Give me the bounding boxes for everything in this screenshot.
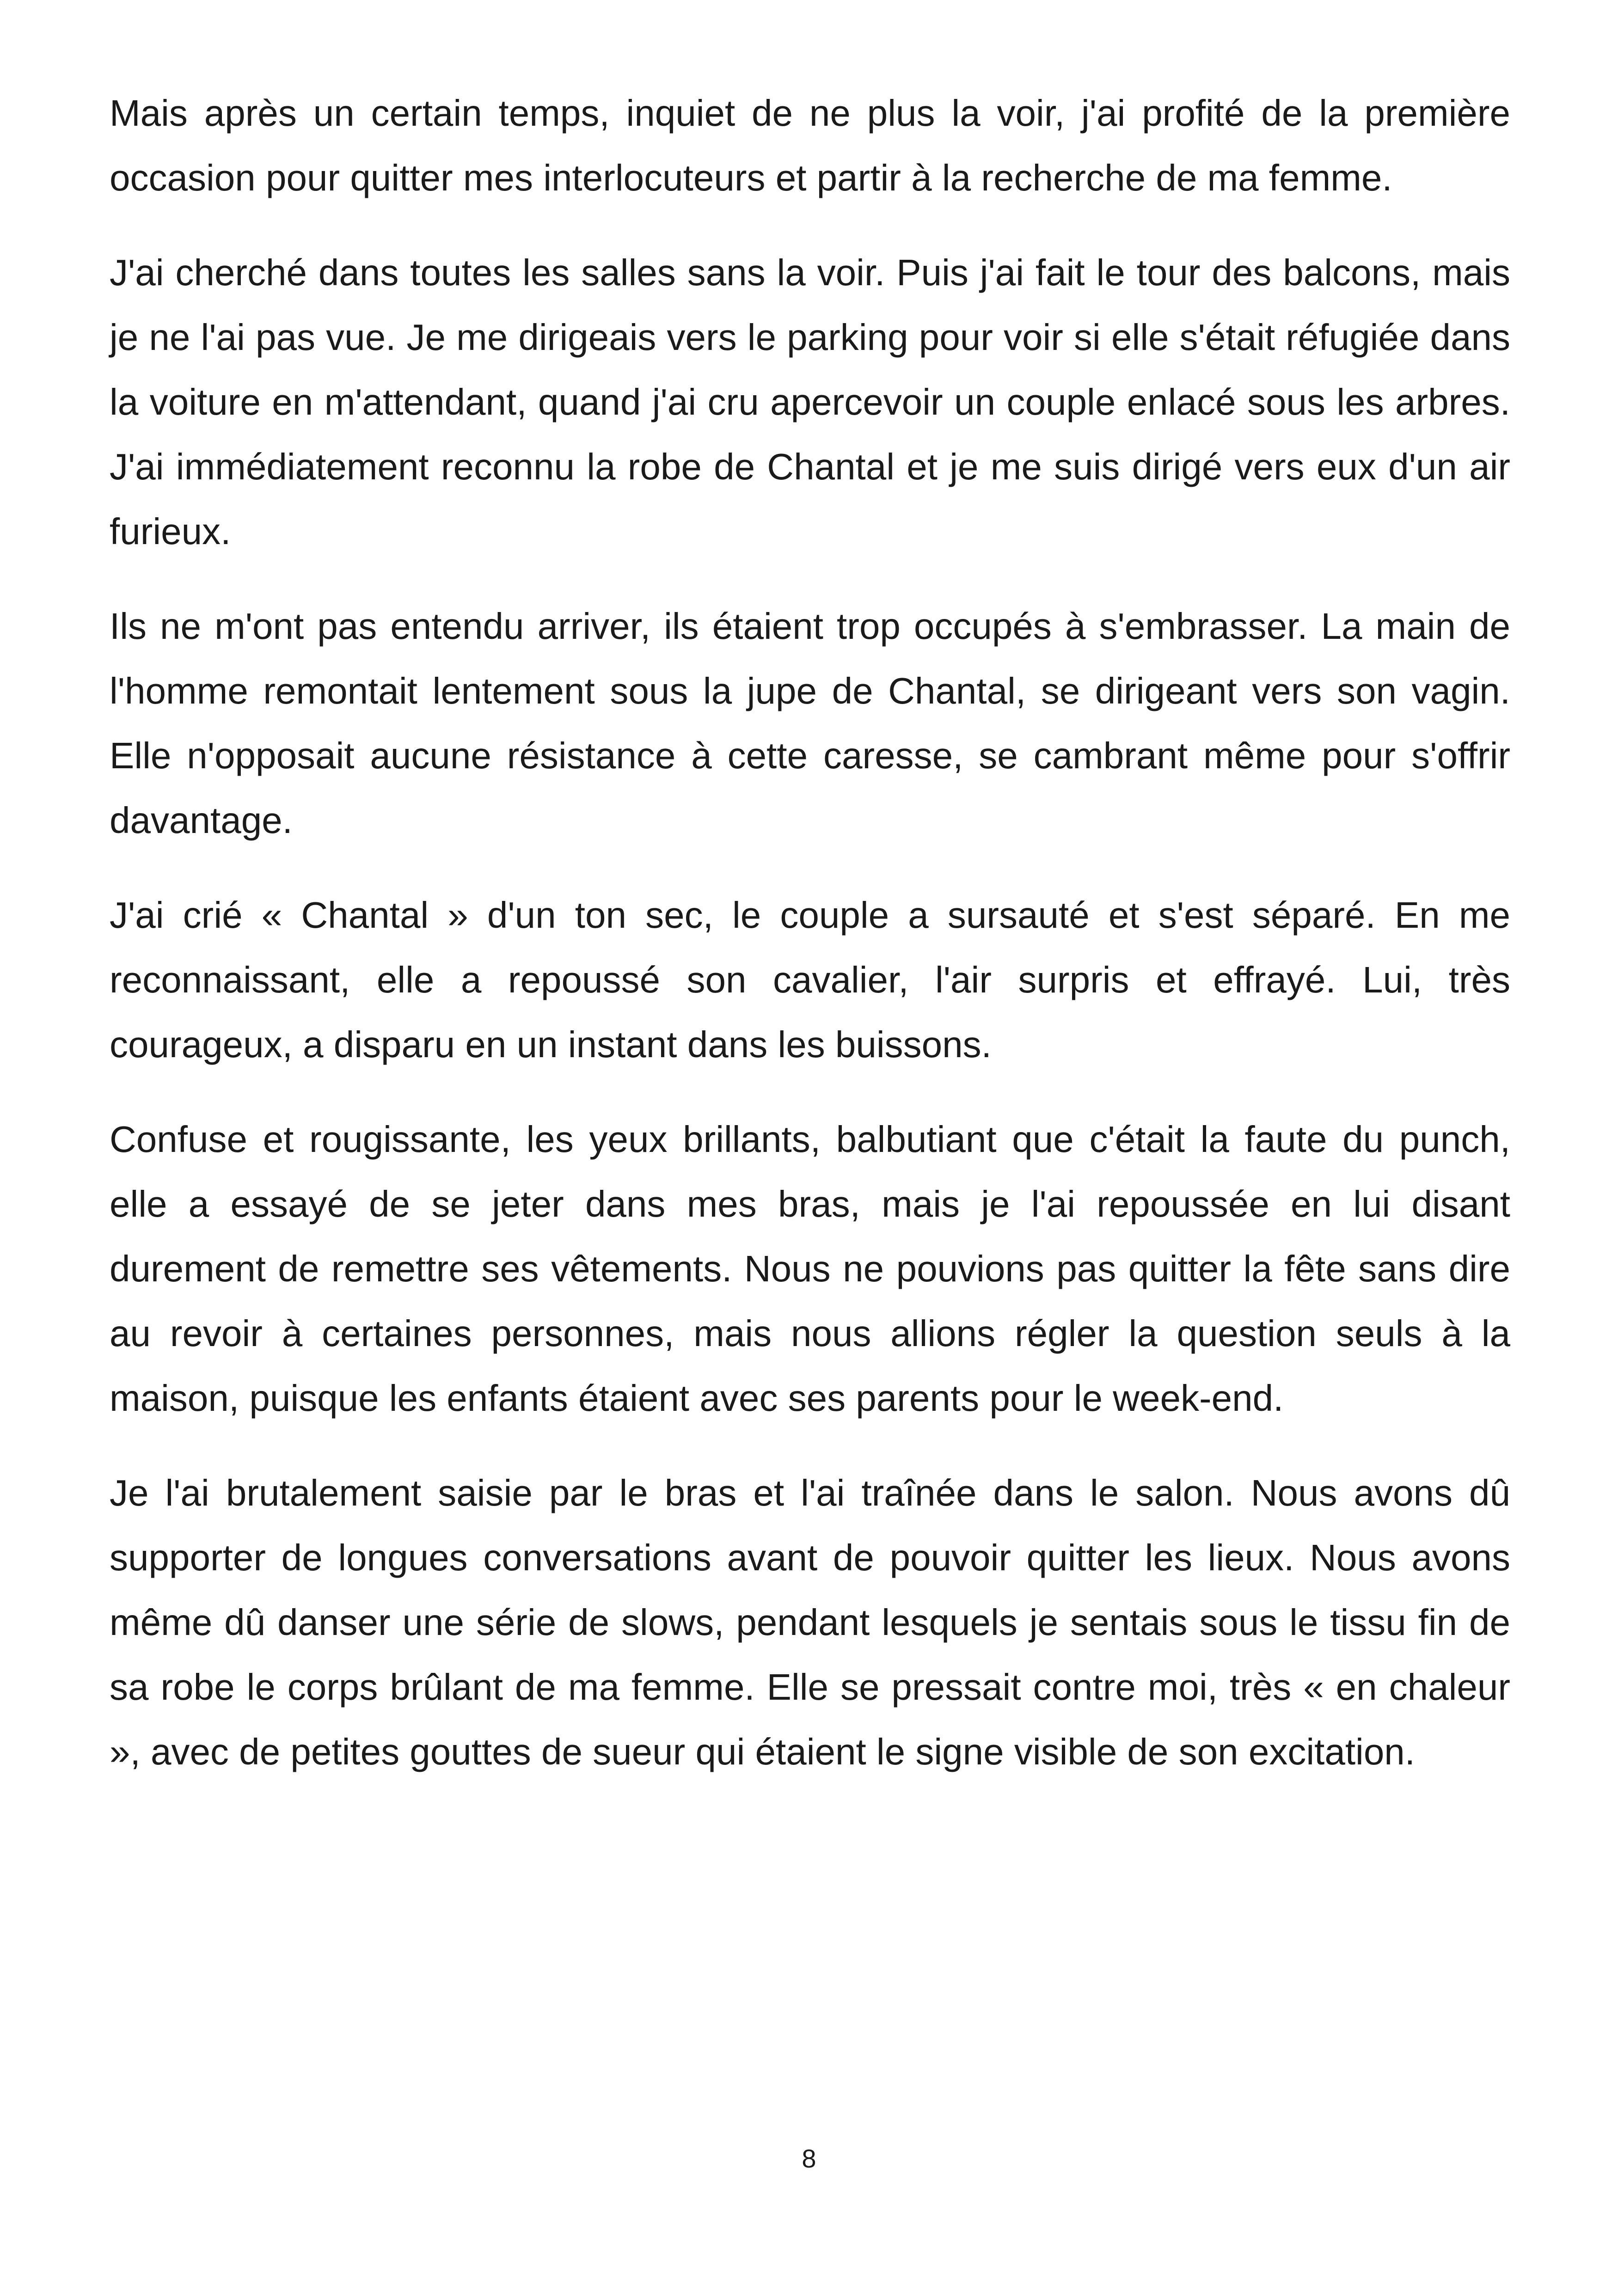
page-number: 8 — [802, 2144, 816, 2173]
paragraph-2: J'ai cherché dans toutes les salles sans la voir. Puis j'ai fait le tour des balcons, mais je ne l'ai pas vue. Je me dirigeais vers le parking pour voir si elle s'était réfugiée dans la voiture en m'attendant, quand j'ai cru apercevoir un couple enlacé sous les arbres. J'ai immédiatement reconnu la robe de Chantal et je me suis dirigé vers eux d'un air furieux. — [110, 252, 1510, 552]
paragraph-4: J'ai crié « Chantal » d'un ton sec, le couple a sursauté et s'est séparé. En me reconnaissant, elle a repoussé son cavalier, l'air surpris et effrayé. Lui, très courageux, a disparu en un instant dans les buissons. — [110, 894, 1510, 1065]
body-text — [110, 81, 1510, 1814]
paragraph-3: Ils ne m'ont pas entendu arriver, ils étaient trop occupés à s'embrasser. La main de l'homme remontait lentement sous la jupe de Chantal, se dirigeant vers son vagin. Elle n'opposait aucune résistance à cette caresse, se cambrant même pour s'offrir davantage. — [110, 606, 1510, 841]
paragraph-5: Confuse et rougissante, les yeux brillants, balbutiant que c'était la faute du punch, elle a essayé de se jeter dans mes bras, mais je l'ai repoussée en lui disant durement de remettre ses vêtements. Nous ne pouvions pas quitter la fête sans dire au revoir à certaines personnes, mais nous allions régler la question seuls à la maison, puisque les enfants étaient avec ses parents pour le week-end. — [110, 1119, 1510, 1419]
paragraph-1: Mais après un certain temps, inquiet de ne plus la voir, j'ai profité de la première occasion pour quitter mes interlocuteurs et partir à la recherche de ma femme. — [110, 92, 1510, 198]
paragraph-6: Je l'ai brutalement saisie par le bras et l'ai traînée dans le salon. Nous avons dû supporter de longues conversations avant de pouvoir quitter les lieux. Nous avons même dû danser une série de slows, pendant lesquels je sentais sous le tissu fin de sa robe le corps brûlant de ma femme. Elle se pressait contre moi, très « en chaleur », avec de petites gouttes de sueur qui étaient le signe visible de son excitation. — [110, 1472, 1510, 1772]
